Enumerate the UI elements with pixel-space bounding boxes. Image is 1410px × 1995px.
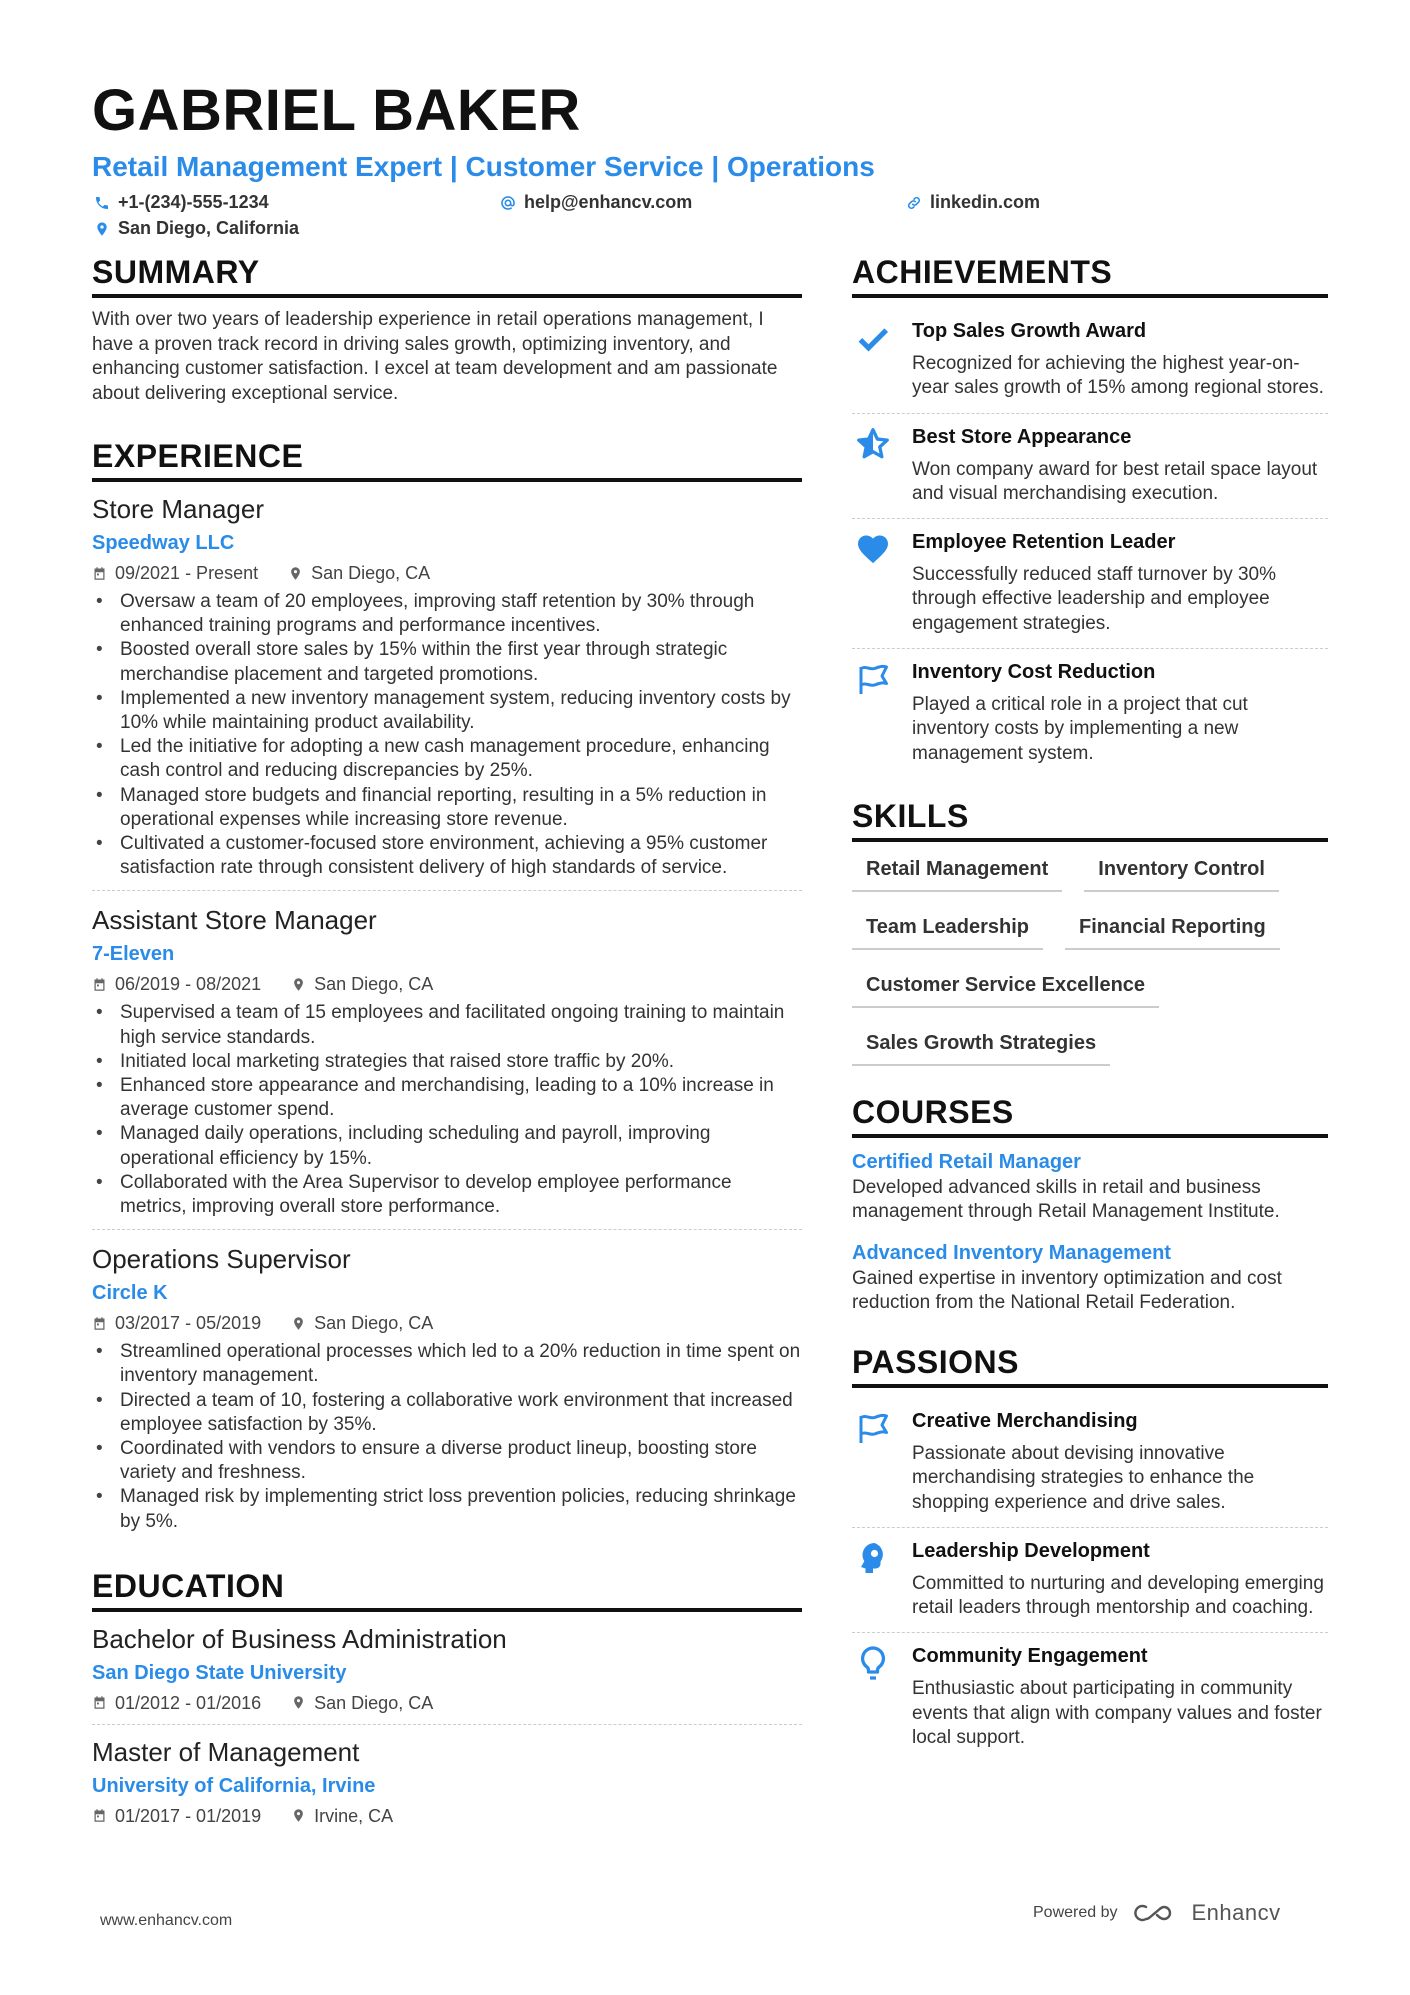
passion-description: Committed to nurturing and developing emerging retail leaders through mentorship and coaching. (912, 1572, 1324, 1619)
passion-title: Community Engagement (912, 1645, 1148, 1668)
education-dates: 01/2017 - 01/2019 (115, 1805, 262, 1826)
calendar-icon (92, 566, 107, 581)
achievements-heading: ACHIEVEMENTS (852, 252, 1328, 298)
achievement-description: Won company award for best retail space layout and visual merchandising execution. (912, 458, 1318, 504)
passion-title: Leadership Development (912, 1539, 1150, 1562)
job-title: Operations Supervisor (92, 1244, 351, 1275)
job-dates: 06/2019 - 08/2021 (115, 974, 262, 995)
location-text: San Diego, California (118, 218, 300, 238)
job-bullet: • Led the initiative for adopting a new cash management procedure, enhancing cash control and reducing discrepancies by 25%. (92, 735, 802, 783)
job-bullet: • Cultivated a customer-focused store environment, achieving a 95% customer satisfaction rate through consistent delivery of high standards of service. (92, 832, 802, 880)
skill-tag: Customer Service Excellence (852, 968, 1159, 1008)
course-title: Certified Retail Manager (852, 1150, 1081, 1173)
achievement-title: Inventory Cost Reduction (912, 661, 1156, 684)
location-pin-icon (291, 1695, 306, 1710)
location-pin-icon (291, 977, 306, 992)
company-name: Circle K (92, 1282, 168, 1305)
achievement-title: Top Sales Growth Award (912, 320, 1147, 342)
achievement-item (852, 308, 1328, 414)
passion-item (852, 1398, 1328, 1528)
company-name: 7-Eleven (92, 943, 175, 966)
education-heading: EDUCATION (92, 1566, 802, 1612)
education-location: Irvine, CA (314, 1805, 394, 1826)
job-location: San Diego, CA (311, 563, 431, 583)
contact-info (92, 188, 1332, 248)
education-entry (92, 1735, 802, 1837)
head-icon (855, 1540, 891, 1576)
link-icon (906, 195, 922, 211)
email-contact[interactable] (500, 192, 692, 213)
job-meta (92, 1310, 802, 1336)
checkmark-icon (855, 320, 891, 356)
powered-by-label: Powered by (1033, 1904, 1118, 1921)
summary-text: With over two years of leadership experience in retail operations management, I have a proven track record in driving sales growth, optimizing inventory, and enhancing customer satisfaction. I excel at team development and am passionate about delivering exceptional service. (92, 309, 778, 404)
company-name: Speedway LLC (92, 532, 235, 554)
location-contact (94, 218, 299, 239)
passion-description: Enthusiastic about participating in community events that align with company values and foster local support. (912, 1678, 1322, 1749)
course-description: Gained expertise in inventory optimization and cost reduction from the National Retail Federation. (852, 1267, 1282, 1314)
job-dates: 03/2017 - 05/2019 (115, 1313, 262, 1334)
job-meta (92, 971, 802, 997)
job-bullet: • Coordinated with vendors to ensure a diverse product lineup, boosting store variety and freshness. (92, 1437, 802, 1485)
calendar-icon (92, 1695, 107, 1710)
job-bullet: • Supervised a team of 15 employees and facilitated ongoing training to maintain high service standards. (92, 1001, 802, 1049)
skill-tag: Sales Growth Strategies (852, 1026, 1110, 1066)
experience-heading: EXPERIENCE (92, 436, 802, 482)
candidate-tagline: Retail Management Expert | Customer Service | Operations (92, 151, 875, 182)
skill-tag: Inventory Control (1084, 852, 1279, 892)
skills-heading: SKILLS (852, 796, 1328, 842)
calendar-icon (92, 977, 107, 992)
job-location: San Diego, CA (314, 1313, 434, 1334)
school-name: San Diego State University (92, 1661, 347, 1684)
enhancv-brand: Enhancv (1191, 1900, 1281, 1925)
location-pin-icon (291, 1316, 306, 1331)
flag-icon (855, 661, 891, 697)
degree-title: Master of Management (92, 1736, 360, 1767)
job-bullet: • Managed risk by implementing strict loss prevention policies, reducing shrinkage by 5%. (92, 1485, 802, 1533)
achievement-title: Employee Retention Leader (912, 531, 1176, 554)
job-bullet: • Managed store budgets and financial reporting, resulting in a 5% reduction in operational expenses while increasing store revenue. (92, 784, 802, 832)
achievement-item (852, 519, 1328, 649)
education-location: San Diego, CA (314, 1692, 434, 1713)
job-bullet: • Oversaw a team of 20 employees, improving staff retention by 30% through enhanced training programs and performance incentives. (92, 590, 802, 638)
candidate-name: GABRIEL BAKER (92, 78, 581, 143)
education-dates: 01/2012 - 01/2016 (115, 1692, 262, 1713)
job-title: Assistant Store Manager (92, 905, 377, 936)
job-bullet: • Directed a team of 10, fostering a collaborative work environment that increased employee satisfaction by 35%. (92, 1389, 802, 1437)
skill-tag: Retail Management (852, 852, 1062, 892)
enhancv-logo-icon (1132, 1901, 1178, 1925)
passions-heading: PASSIONS (852, 1342, 1328, 1388)
achievement-item (852, 414, 1328, 520)
job-bullet: • Implemented a new inventory management system, reducing inventory costs by 10% while maintaining product availability. (92, 687, 802, 735)
degree-title: Bachelor of Business Administration (92, 1623, 507, 1654)
skill-tag: Financial Reporting (1065, 910, 1280, 950)
school-name: University of California, Irvine (92, 1774, 376, 1797)
education-meta (92, 1690, 802, 1716)
job-location: San Diego, CA (314, 974, 434, 995)
education-meta (92, 1803, 802, 1829)
job-bullet: • Initiated local marketing strategies that raised store traffic by 20%. (92, 1050, 802, 1074)
location-pin-icon (291, 1808, 306, 1823)
job-bullets (92, 1340, 802, 1534)
passion-description: Passionate about devising innovative merchandising strategies to enhance the shopping experience and drive sales. (912, 1442, 1255, 1513)
heart-icon (855, 531, 891, 567)
passion-item (852, 1633, 1328, 1762)
passion-item (852, 1528, 1328, 1634)
course-title: Advanced Inventory Management (852, 1241, 1171, 1264)
job-meta (92, 560, 802, 586)
job-bullets (92, 590, 802, 880)
job-bullet: • Enhanced store appearance and merchandising, leading to a 10% increase in average customer spend. (92, 1074, 802, 1122)
course-item (852, 1239, 1328, 1316)
skills-list (852, 852, 1328, 1066)
linkedin-contact[interactable] (906, 192, 1040, 213)
phone-icon (94, 195, 110, 211)
footer-branding (1033, 1900, 1281, 1926)
achievement-item (852, 649, 1328, 778)
at-icon (500, 195, 516, 211)
linkedin-text[interactable]: linkedin.com (930, 192, 1041, 212)
resume-header (92, 78, 1332, 248)
job-bullet: • Managed daily operations, including scheduling and payroll, improving operational efficiency by 15%. (92, 1122, 802, 1170)
phone-contact (94, 192, 269, 213)
course-item (852, 1148, 1328, 1225)
job-title: Store Manager (92, 494, 264, 524)
job-bullet: • Streamlined operational processes which led to a 20% reduction in time spent on inventory management. (92, 1340, 802, 1388)
left-column (92, 252, 802, 1847)
lightbulb-icon (855, 1645, 891, 1681)
email-text[interactable]: help@enhancv.com (524, 192, 693, 212)
achievement-description: Played a critical role in a project that cut inventory costs by implementing a new management system. (912, 694, 1248, 764)
job-dates: 09/2021 - Present (115, 563, 259, 583)
right-column (852, 252, 1328, 1762)
achievement-description: Successfully reduced staff turnover by 30% through effective leadership and employee engagement strategies. (912, 564, 1277, 634)
footer-website[interactable]: www.enhancv.com (100, 1912, 233, 1929)
calendar-icon (92, 1316, 107, 1331)
location-pin-icon (288, 566, 303, 581)
job-bullets (92, 1001, 802, 1219)
achievement-description: Recognized for achieving the highest year-on-year sales growth of 15% among regional stores. (912, 353, 1324, 399)
achievement-title: Best Store Appearance (912, 425, 1132, 448)
courses-heading: COURSES (852, 1092, 1328, 1138)
experience-entry (92, 903, 802, 1230)
phone-text: +1-(234)-555-1234 (118, 192, 269, 212)
flag-icon (855, 1410, 891, 1446)
passion-title: Creative Merchandising (912, 1409, 1138, 1432)
skill-tag: Team Leadership (852, 910, 1043, 950)
star-icon (855, 426, 891, 462)
experience-entry (92, 1242, 802, 1544)
experience-entry (92, 492, 802, 891)
summary-heading: SUMMARY (92, 252, 802, 298)
education-entry (92, 1622, 802, 1725)
job-bullet: • Boosted overall store sales by 15% within the first year through strategic merchandise placement and targeted promotions. (92, 638, 802, 686)
calendar-icon (92, 1808, 107, 1823)
course-description: Developed advanced skills in retail and business management through Retail Management Institute. (852, 1176, 1280, 1223)
job-bullet: • Collaborated with the Area Supervisor to develop employee performance metrics, improving overall store performance. (92, 1171, 802, 1219)
location-pin-icon (94, 221, 110, 237)
